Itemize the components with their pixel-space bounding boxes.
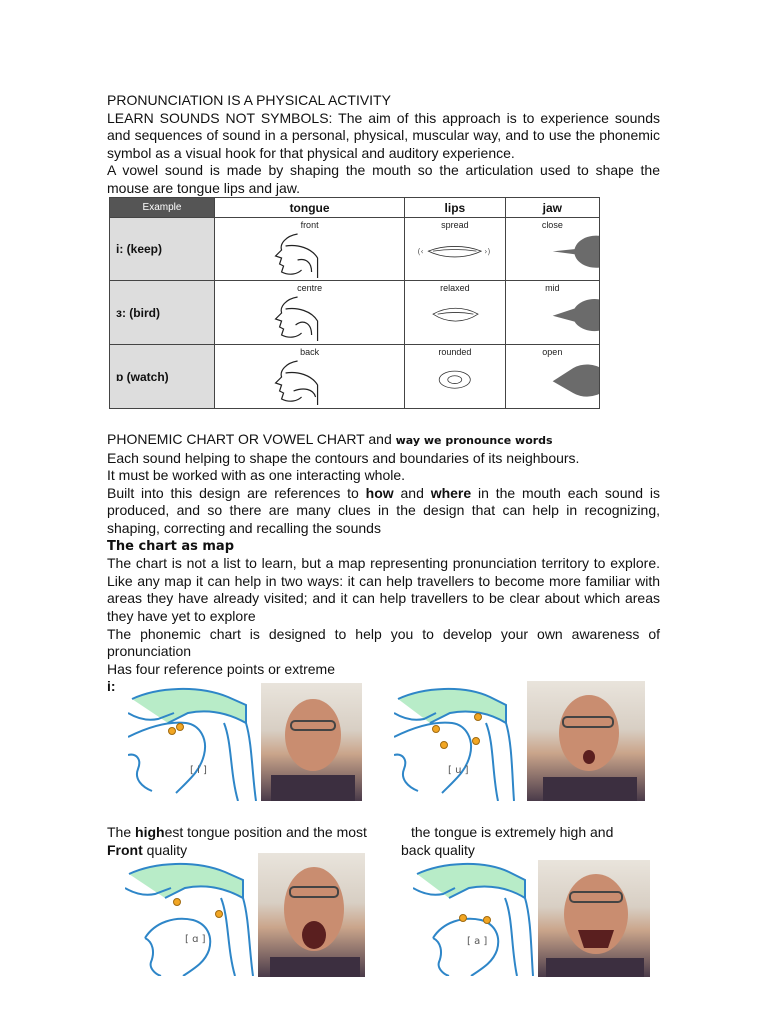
jaw-label: close: [541, 220, 563, 230]
caption-right-line2: back quality: [401, 841, 475, 858]
intro-paragraph-1: LEARN SOUNDS NOT SYMBOLS: The aim of this approach is to experience sounds and sequences of sound in a personal, physical, muscular way, and to use the phonemic symbol as a visual hook for that physical and auditory experience.: [107, 109, 660, 161]
diagram-a-front-label: [ a ]: [467, 936, 488, 947]
speaker-photo-a-back: [258, 853, 365, 977]
diagram-a-back-label: [ ɑ ]: [185, 934, 206, 945]
jaw-cell: [505, 281, 599, 345]
table-header-row: [110, 198, 600, 218]
rounded-lips-icon: [405, 357, 505, 407]
lips-label: rounded: [438, 347, 472, 357]
svg-text:›): ›): [484, 247, 491, 257]
caption-right: [401, 824, 661, 859]
diagram-i-label: [ i ]: [190, 765, 207, 776]
lips-cell: [405, 345, 506, 409]
head-profile-icon: [215, 230, 404, 280]
header-jaw: jaw: [505, 198, 599, 218]
speaker-photo-a-front: [538, 860, 650, 977]
mouth-diagram-u: [394, 683, 516, 801]
jaw-label: open: [542, 347, 563, 357]
caption-front: Front: [107, 841, 143, 858]
i-label: i:: [107, 678, 116, 695]
caption-text: est tongue position and the most: [164, 824, 367, 840]
lips-label: spread: [441, 220, 469, 230]
head-profile-icon: [215, 357, 404, 407]
lips-cell: [405, 218, 506, 281]
section2-title-suffix: way we pronounce words: [395, 434, 553, 447]
mouth-diagram-a-back: [125, 858, 257, 976]
line3-text-c: in the mouth each sound is produced, and so there are many clues in the design that can help in recognizing, shaping, correcting and recalling the sounds: [107, 484, 660, 536]
row-example: ɜ: (bird): [110, 281, 215, 345]
table-row: [110, 281, 600, 345]
table-row: [110, 218, 600, 281]
section2-line3: [107, 485, 660, 538]
speaker-photo-i: [261, 683, 362, 801]
intro-block: [107, 92, 660, 198]
header-tongue: tongue: [215, 198, 405, 218]
lips-label: relaxed: [440, 283, 470, 293]
line3-where: where: [430, 484, 472, 501]
caption-text: quality: [142, 841, 188, 858]
head-profile-icon: [215, 293, 404, 343]
svg-text:(‹: (‹: [417, 247, 424, 257]
intro-paragraph-2: A vowel sound is made by shaping the mouth so the articulation used to shape the mouse are tongue lips and jaw.: [107, 162, 660, 196]
tongue-label: back: [300, 347, 320, 357]
section2-title-and: and: [368, 431, 392, 447]
caption-high: high: [135, 824, 165, 840]
chart-as-map-heading: The chart as map: [107, 538, 235, 554]
header-lips: lips: [405, 198, 506, 218]
caption-left-line1: [107, 824, 407, 842]
tongue-label: front: [300, 220, 319, 230]
phonemic-chart-paragraph: The phonemic chart is designed to help you to develop your own awareness of pronunciation: [107, 625, 660, 660]
line3-text-a: Built into this design are references to: [107, 484, 366, 501]
phonemic-chart-block: [107, 431, 660, 696]
tongue-label: centre: [297, 283, 323, 293]
tongue-cell: [215, 345, 405, 409]
relaxed-lips-icon: [405, 293, 505, 343]
speaker-photo-u: [527, 681, 645, 801]
row-example: ɒ (watch): [110, 345, 215, 409]
intro-title: PRONUNCIATION IS A PHYSICAL ACTIVITY: [107, 92, 391, 108]
jaw-mid-icon: [506, 293, 599, 343]
jaw-open-icon: [506, 357, 599, 407]
diagram-u-label: [ u ]: [448, 765, 469, 776]
lips-cell: [405, 281, 506, 345]
vowel-articulation-table: [109, 197, 600, 409]
chart-as-map-paragraph: The chart is not a list to learn, but a map representing pronunciation territory to explore. Like any map it can help in two ways: it can help travellers to become more familiar with areas they have already visited; and it can help travellers to be clear about which areas they have yet to explore: [107, 555, 660, 624]
row-example: i: (keep): [110, 218, 215, 281]
jaw-cell: [505, 345, 599, 409]
jaw-close-icon: [506, 230, 599, 280]
mouth-diagram-i: [128, 683, 260, 801]
section2-line2: It must be worked with as one interacting whole.: [107, 467, 406, 484]
spread-lips-icon: [405, 230, 505, 280]
caption-right-line1: the tongue is extremely high and: [411, 824, 614, 840]
jaw-label: mid: [545, 283, 560, 293]
line3-how: how: [365, 484, 394, 501]
header-example: Example: [110, 198, 215, 218]
tongue-cell: [215, 218, 405, 281]
section2-line1: Each sound helping to shape the contours and boundaries of its neighbours.: [107, 449, 580, 466]
mouth-diagram-a-front: [413, 858, 535, 976]
table-row: [110, 345, 600, 409]
section2-title: [107, 431, 660, 450]
caption-text: The: [107, 824, 136, 840]
section2-title-main: PHONEMIC CHART OR VOWEL CHART: [107, 431, 365, 447]
line3-text-b: and: [393, 484, 431, 501]
tongue-cell: [215, 281, 405, 345]
jaw-cell: [505, 218, 599, 281]
reference-points-line: Has four reference points or extreme: [107, 660, 335, 677]
